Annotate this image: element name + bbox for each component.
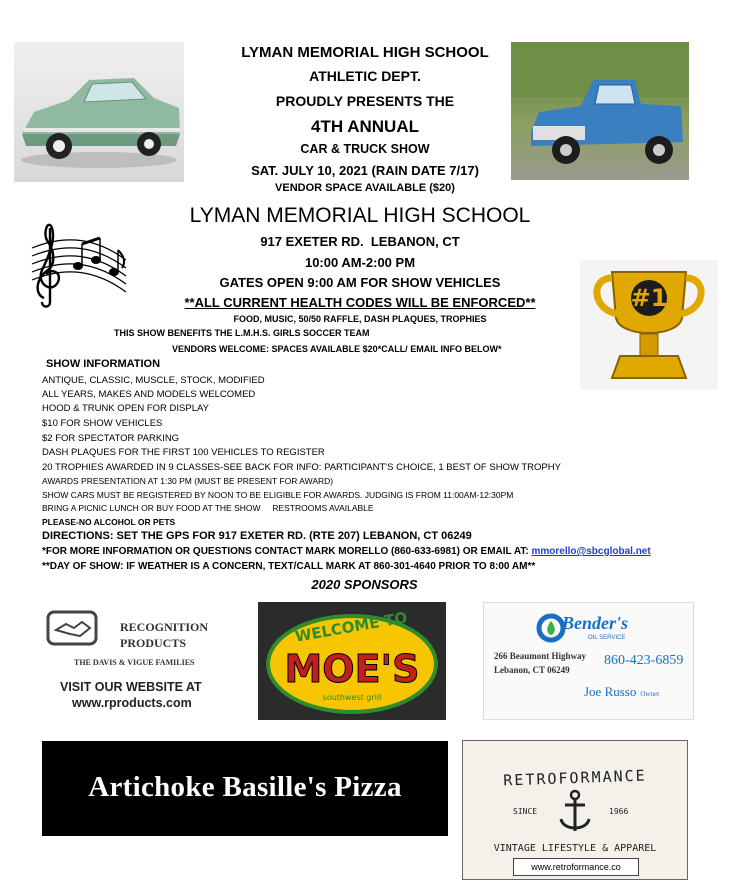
show-info-line: $10 FOR SHOW VEHICLES (42, 418, 163, 429)
venue-vendors: VENDORS WELCOME: SPACES AVAILABLE $20*CALL/ EMAIL INFO BELOW* (172, 344, 502, 354)
show-info-line: $2 FOR SPECTATOR PARKING (42, 433, 180, 444)
venue-address: 917 EXETER RD. LEBANON, CT (260, 234, 460, 249)
handshake-icon (46, 610, 98, 646)
recognition-families: THE DAVIS & VIGUE FAMILIES (74, 658, 195, 667)
venue-extras: FOOD, MUSIC, 50/50 RAFFLE, DASH PLAQUES, TROPHIES (233, 314, 487, 324)
music-notes-graphic (26, 208, 134, 310)
benders-name: Bender's (562, 613, 629, 633)
benders-owner (584, 683, 659, 701)
trophy-number-icon: #1 (630, 284, 668, 312)
header-dept: ATHLETIC DEPT. (309, 68, 421, 84)
header-date: SAT. JULY 10, 2021 (RAIN DATE 7/17) (251, 163, 479, 178)
venue-benefit: THIS SHOW BENEFITS THE L.M.H.S. GIRLS SOCCER TEAM (114, 328, 370, 338)
show-info-line: 20 TROPHIES AWARDED IN 9 CLASSES-SEE BACK FOR INFO: PARTICIPANT'S CHOICE, 1 BEST OF SHOW TROPHY (42, 462, 561, 473)
header-school: LYMAN MEMORIAL HIGH SCHOOL (241, 44, 489, 61)
recognition-name-2: PRODUCTS (120, 636, 187, 650)
moes-tagline-text: southwest grill (322, 693, 382, 702)
header-vendor: VENDOR SPACE AVAILABLE ($20) (275, 182, 455, 194)
contact-info (42, 546, 651, 557)
retroformance-url[interactable]: www.retroformance.co (513, 858, 639, 876)
show-info-line: ALL YEARS, MAKES AND MODELS WELCOMED (42, 389, 256, 400)
benders-owner-name: Joe Russo (584, 684, 637, 699)
header-annual: 4TH ANNUAL (311, 117, 419, 136)
show-info-line: BRING A PICNIC LUNCH OR BUY FOOD AT THE SHOW RESTROOMS AVAILABLE (42, 503, 374, 513)
benders-address-1: 266 Beaumont Highway (494, 651, 587, 661)
sponsors-heading: 2020 SPONSORS (311, 577, 418, 592)
weather-notice: **DAY OF SHOW: IF WEATHER IS A CONCERN, TEXT/CALL MARK AT 860-301-4640 PRIOR TO 8:00 AM** (42, 561, 536, 572)
venue-hours: 10:00 AM-2:00 PM (304, 255, 416, 270)
sponsor-benders (483, 602, 694, 720)
sponsor-retroformance (462, 740, 688, 880)
venue-gates: GATES OPEN 9:00 AM FOR SHOW VEHICLES (219, 275, 501, 290)
header-show-name: CAR & TRUCK SHOW (300, 142, 430, 156)
show-info-heading: SHOW INFORMATION (46, 358, 161, 370)
show-info-line: DASH PLAQUES FOR THE FIRST 100 VEHICLES TO REGISTER (42, 447, 325, 458)
benders-phone: 860-423-6859 (604, 653, 684, 668)
moes-name-text: MOE'S (284, 647, 420, 691)
contact-text: *FOR MORE INFORMATION OR QUESTIONS CONTACT MARK MORELLO (860-633-6981) OR EMAIL AT: (42, 546, 532, 557)
recognition-url[interactable]: www.rproducts.com (72, 696, 192, 710)
venue-name: LYMAN MEMORIAL HIGH SCHOOL (189, 204, 531, 227)
show-info-line: SHOW CARS MUST BE REGISTERED BY NOON TO BE ELIGIBLE FOR AWARDS. JUDGING IS FROM 11:00AM-12:30PM (42, 490, 514, 500)
recognition-visit: VISIT OUR WEBSITE AT (60, 680, 202, 694)
artichoke-name: Artichoke Basille's Pizza (88, 771, 402, 803)
retroformance-year: 1966 (609, 807, 629, 816)
vintage-truck-photo (511, 42, 689, 180)
header-presents: PROUDLY PRESENTS THE (275, 93, 455, 109)
retroformance-since: SINCE (513, 807, 538, 816)
sponsor-recognition-products (40, 600, 250, 715)
anchor-icon (557, 789, 593, 837)
show-info-line: HOOD & TRUNK OPEN FOR DISPLAY (42, 403, 209, 414)
retroformance-tagline: VINTAGE LIFESTYLE & APPAREL (493, 843, 657, 854)
benders-owner-title: Owner (640, 690, 660, 698)
sponsor-moes (258, 602, 446, 720)
show-info-line: ANTIQUE, CLASSIC, MUSCLE, STOCK, MODIFIED (42, 375, 265, 386)
health-codes-notice: **ALL CURRENT HEALTH CODES WILL BE ENFORCED** (184, 295, 536, 310)
moes-welcome-text: WELCOME TO (293, 608, 409, 646)
sponsor-artichoke (42, 741, 448, 836)
contact-email-link[interactable]: mmorello@sbcglobal.net (531, 546, 651, 557)
no-alcohol-notice: PLEASE-NO ALCOHOL OR PETS (42, 517, 176, 527)
trophy-graphic (580, 260, 718, 390)
benders-sub: OIL SERVICE (588, 635, 626, 641)
retroformance-name: RETROFORMANCE (503, 766, 647, 790)
recognition-name-1: RECOGNITION (120, 620, 209, 634)
benders-address-2: Lebanon, CT 06249 (494, 665, 570, 675)
directions: DIRECTIONS: SET THE GPS FOR 917 EXETER RD. (RTE 207) LEBANON, CT 06249 (42, 530, 472, 542)
show-info-line: AWARDS PRESENTATION AT 1:30 PM (MUST BE PRESENT FOR AWARD) (42, 476, 334, 486)
vintage-car-photo (14, 42, 184, 182)
